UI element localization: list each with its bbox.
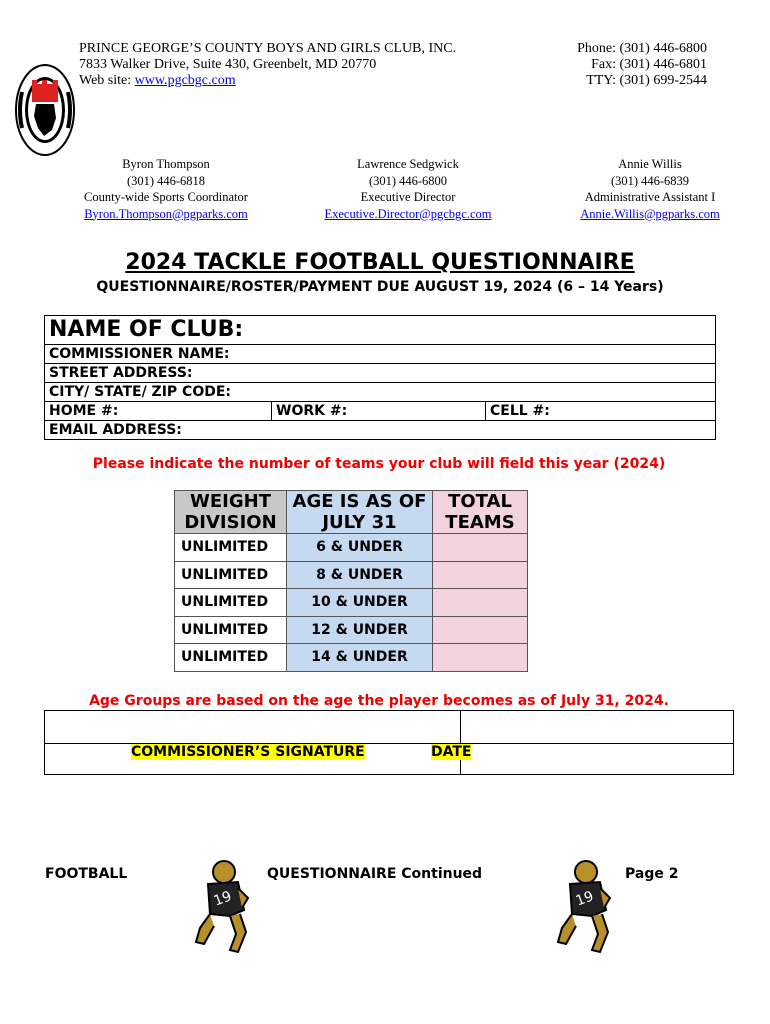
tty-number: TTY: (301) 699-2544 [586,73,707,88]
org-name: PRINCE GEORGE’S COUNTY BOYS AND GIRLS CLUB, INC. [79,41,457,56]
date-field[interactable] [461,711,733,743]
table-row [175,561,528,589]
page-subtitle: QUESTIONNAIRE/ROSTER/PAYMENT DUE AUGUST 19, 2024 (6 – 14 Years) [96,279,664,295]
teams-table [174,490,528,672]
org-address: 7833 Walker Drive, Suite 430, Greenbelt, MD 20770 [79,57,377,72]
club-info-form [44,315,716,440]
division-cell: UNLIMITED [175,534,287,562]
commissioner-signature-label: COMMISSIONER’S SIGNATURE [131,744,365,760]
club-logo [14,62,76,158]
svg-text:19: 19 [573,888,596,910]
phone-numbers-row [45,401,715,420]
header-weight-division: WEIGHT DIVISION [175,491,287,534]
age-cell: 12 & UNDER [287,616,433,644]
contact-email[interactable]: Executive.Director@pgcbgc.com [324,206,492,221]
total-teams-input[interactable] [433,644,528,672]
contact-name: Lawrence Sedgwick [357,157,459,171]
signature-field[interactable] [45,711,460,743]
contact-title: County-wide Sports Coordinator [84,190,248,204]
table-row [175,534,528,562]
commissioner-name-field[interactable]: COMMISSIONER NAME: [45,344,715,363]
age-cell: 6 & UNDER [287,534,433,562]
total-teams-input[interactable] [433,534,528,562]
home-phone-field[interactable]: HOME #: [49,403,119,419]
cell-phone-field[interactable]: CELL #: [485,402,710,420]
football-player-icon [552,858,616,958]
division-cell: UNLIMITED [175,616,287,644]
contact-name: Byron Thompson [122,157,210,171]
website-link[interactable]: www.pgcbgc.com [134,73,236,88]
city-state-zip-field[interactable]: CITY/ STATE/ ZIP CODE: [45,382,715,401]
website-label: Web site: [79,73,135,88]
org-website-line [79,73,456,89]
work-phone-field[interactable]: WORK #: [271,402,486,420]
table-row [175,589,528,617]
total-teams-input[interactable] [433,561,528,589]
total-teams-input[interactable] [433,589,528,617]
contact-email[interactable]: Annie.Willis@pgparks.com [580,206,720,221]
contact-annie [540,156,760,222]
contact-phone: (301) 446-6818 [126,173,206,188]
svg-text:19: 19 [211,888,234,910]
header-total-teams: TOTAL TEAMS [433,491,528,534]
total-teams-input[interactable] [433,616,528,644]
football-player-icon [190,858,254,958]
date-label: DATE [431,744,472,760]
contact-name: Annie Willis [618,157,682,171]
contact-phone: (301) 446-6839 [610,173,690,188]
fax-number: Fax: (301) 446-6801 [591,57,707,72]
footer-questionnaire-continued: QUESTIONNAIRE Continued [267,866,483,882]
table-row [175,644,528,672]
header-age: AGE IS AS OF JULY 31 [287,491,433,534]
division-cell: UNLIMITED [175,589,287,617]
table-row [175,616,528,644]
age-cell: 8 & UNDER [287,561,433,589]
division-cell: UNLIMITED [175,561,287,589]
contact-title: Executive Director [360,190,456,204]
contact-lawrence [298,156,518,222]
contact-email[interactable]: Byron.Thompson@pgparks.com [84,206,248,221]
footer-football: FOOTBALL [45,866,128,882]
age-cell: 10 & UNDER [287,589,433,617]
street-address-field[interactable]: STREET ADDRESS: [45,363,715,382]
age-note: Age Groups are based on the age the player becomes as of July 31, 2024. [89,693,669,709]
age-cell: 14 & UNDER [287,644,433,672]
teams-prompt: Please indicate the number of teams your club will field this year (2024) [92,456,666,472]
email-address-field[interactable]: EMAIL ADDRESS: [45,420,715,439]
contact-title: Administrative Assistant I [584,190,716,204]
contact-phone: (301) 446-6800 [368,173,448,188]
page-title: 2024 TACKLE FOOTBALL QUESTIONNAIRE [125,250,635,275]
club-name-field[interactable]: NAME OF CLUB: [49,317,244,342]
page-number: Page 2 [625,866,679,882]
signature-box [44,710,734,775]
contact-byron [56,156,276,222]
phone-number: Phone: (301) 446-6800 [577,41,707,56]
division-cell: UNLIMITED [175,644,287,672]
